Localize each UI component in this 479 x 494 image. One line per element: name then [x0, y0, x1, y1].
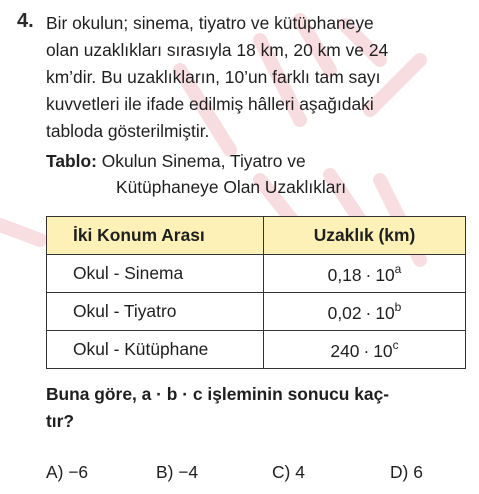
power-base: 10	[375, 264, 395, 285]
question-line: tabloda gösterilmiştir.	[46, 121, 210, 141]
choice-d[interactable]	[390, 462, 423, 483]
table-caption-line1: Okulun Sinema, Tiyatro ve	[101, 151, 306, 171]
prompt-line: tır?	[46, 411, 75, 431]
exponent: b	[394, 299, 402, 314]
table-caption-label: Tablo:	[46, 151, 97, 171]
row-place: Okul - Tiyatro	[47, 293, 264, 331]
table-row	[47, 255, 466, 293]
distance-table	[46, 216, 466, 369]
power-base: 10	[373, 340, 393, 361]
choice-b[interactable]	[156, 462, 198, 483]
question-prompt	[46, 381, 456, 435]
choice-value: 6	[413, 462, 423, 482]
row-distance	[264, 255, 466, 293]
table-row	[47, 293, 466, 331]
row-place: Okul - Kütüphane	[47, 331, 264, 369]
choice-a[interactable]	[46, 462, 88, 483]
question-line: km’dir. Bu uzaklıkların, 10’un farklı tam sayı	[46, 67, 381, 87]
question-line: olan uzaklıkları sırasıyla 18 km, 20 km ve 24	[46, 40, 389, 60]
choice-letter: D)	[390, 462, 409, 482]
header-location: İki Konum Arası	[47, 217, 264, 255]
multiply-dot: ·	[365, 264, 372, 285]
table-header-row	[47, 217, 466, 255]
choice-value: −4	[178, 462, 199, 482]
choice-c[interactable]	[272, 462, 305, 483]
prompt-line: Buna göre, a · b · c işleminin sonucu kaç-	[46, 384, 390, 404]
exponent: c	[392, 337, 399, 352]
choice-value: −6	[68, 462, 89, 482]
question-line: kuvvetleri ile ifade edilmiş hâlleri aşağıdaki	[46, 94, 374, 114]
choice-letter: A)	[46, 462, 64, 482]
row-distance	[264, 293, 466, 331]
row-place: Okul - Sinema	[47, 255, 264, 293]
table-caption	[46, 148, 306, 174]
exponent: a	[394, 261, 402, 276]
coefficient: 0,02	[327, 302, 362, 323]
multiply-dot: ·	[363, 340, 370, 361]
question-line: Bir okulun; sinema, tiyatro ve kütüphaneye	[46, 13, 374, 33]
table-row	[47, 331, 466, 369]
question-number: 4.	[17, 10, 34, 32]
question-text	[46, 10, 456, 145]
choice-letter: C)	[272, 462, 291, 482]
table-caption-line2: Kütüphaneye Olan Uzaklıkları	[116, 177, 347, 197]
coefficient: 0,18	[327, 264, 362, 285]
power-base: 10	[375, 302, 395, 323]
header-distance: Uzaklık (km)	[264, 217, 466, 255]
choice-letter: B)	[156, 462, 174, 482]
coefficient: 240	[330, 340, 360, 361]
multiply-dot: ·	[365, 302, 372, 323]
row-distance	[264, 331, 466, 369]
choice-value: 4	[295, 462, 305, 482]
